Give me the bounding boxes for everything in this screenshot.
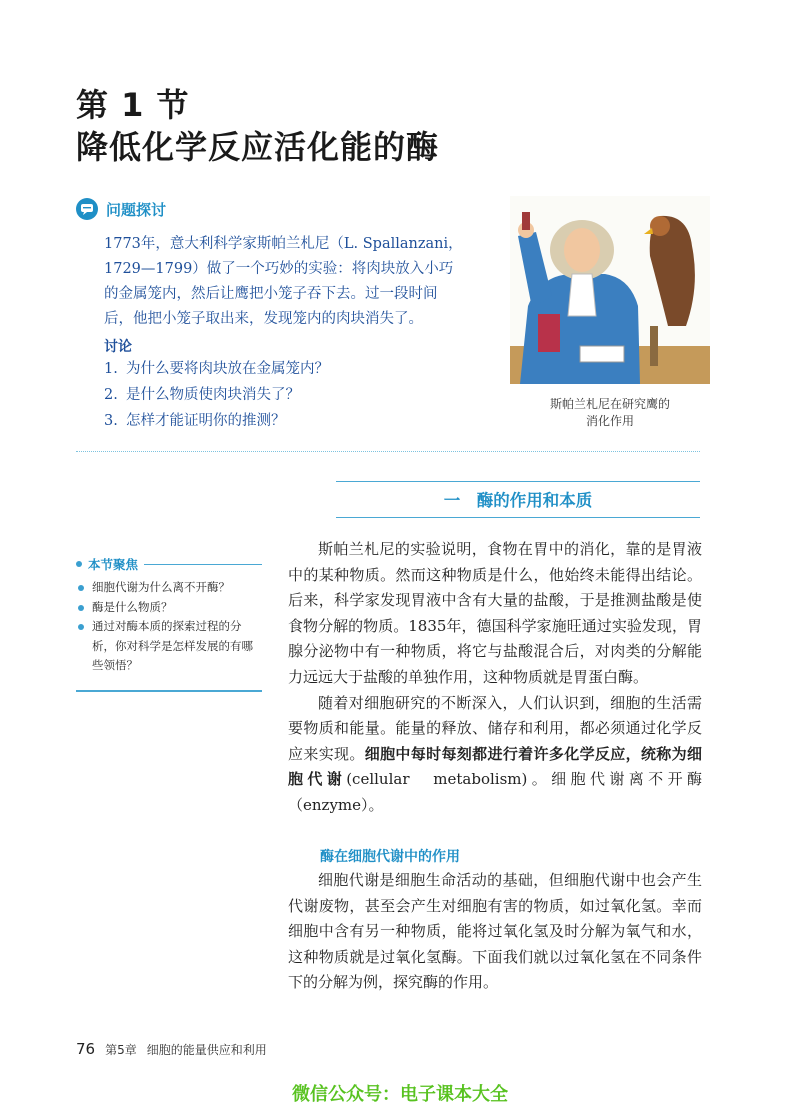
list-item: 3. 怎样才能证明你的推测？ xyxy=(104,413,286,429)
chapter-label: 第5章 xyxy=(105,1043,137,1057)
bullet-icon xyxy=(76,561,82,567)
discussion-list xyxy=(104,356,329,434)
page-footer xyxy=(76,1040,267,1058)
question-box-header xyxy=(76,196,166,222)
question-text: 1773年，意大利科学家斯帕兰札尼（L. Spallanzani，1729—1799）做了一个巧妙的实验：将肉块放入小巧的金属笼内，然后让鹰把小笼子吞下去。过一段时间后，他把小笼子取出来，发现笼内的肉块消失了。 xyxy=(104,236,463,327)
section-title: 一 酶的作用和本质 xyxy=(443,491,593,510)
illustration-caption: 斯帕兰札尼在研究鹰的 消化作用 xyxy=(549,397,670,428)
section-rule-bottom xyxy=(336,517,700,518)
chapter-title: 细胞的能量供应和利用 xyxy=(146,1043,267,1057)
list-item: 1. 为什么要将肉块放在金属笼内？ xyxy=(104,361,329,377)
discussion-label: 讨论 xyxy=(104,339,132,355)
question-box-body xyxy=(104,232,464,332)
list-item: 细胞代谢为什么离不开酶？ xyxy=(76,578,262,598)
paragraph: 随着对细胞研究的不断深入，人们认识到，细胞的生活需要物质和能量。能量的释放、储存和利用，都必须通过化学反应来实现。细胞中每时每刻都进行着许多化学反应，统称为细胞代谢(cellular metabolism)。细胞代谢离不开酶（enzyme）。 xyxy=(288,693,702,814)
list-item: 酶是什么物质？ xyxy=(76,598,262,618)
list-item: 通过对酶本质的探索过程的分析，你对科学是怎样发展的有哪些领悟？ xyxy=(76,617,262,676)
watermark: 微信公众号：电子课本大全 xyxy=(292,1084,508,1105)
paragraph: 斯帕兰札尼的实验说明，食物在胃中的消化，靠的是胃液中的某种物质。然而这种物质是什么，他始终未能得出结论。后来，科学家发现胃液中含有大量的盐酸，于是推测盐酸是使食物分解的物质。1835年，德国科学家施旺通过实验发现，胃腺分泌物中有一种物质，将它与盐酸混合后，对肉类的分解能力远远大于盐酸的单独作用，这种物质就是胃蛋白酶。 xyxy=(288,540,702,686)
divider xyxy=(144,564,262,565)
key-concept: 细胞中每时每刻都进行着许多化学反应，统称为细胞代谢 xyxy=(288,744,702,789)
speech-bubble-icon xyxy=(76,198,98,220)
spallanzani-illustration xyxy=(510,196,710,384)
subsection-heading: 酶在细胞代谢中的作用 xyxy=(320,849,460,865)
page-number: 76 xyxy=(76,1040,96,1058)
main-body xyxy=(288,537,702,819)
sidebar-header xyxy=(76,555,262,573)
page-title: 降低化学反应活化能的酶 xyxy=(76,128,440,166)
sidebar-focus-list xyxy=(76,578,262,676)
main-body-2 xyxy=(288,868,702,996)
sidebar-label: 本节聚焦 xyxy=(88,557,139,572)
paragraph: 细胞代谢是细胞生命活动的基础，但细胞代谢中也会产生代谢废物，甚至会产生对细胞有害的物质，如过氧化氢。幸而细胞中含有另一种物质，能将过氧化氢及时分解为氧气和水，这种物质就是过氧化氢酶。下面我们就以过氧化氢在不同条件下的分解为例，探究酶的作用。 xyxy=(288,871,702,992)
divider xyxy=(76,690,262,692)
divider xyxy=(76,451,700,452)
list-item: 2. 是什么物质使肉块消失了？ xyxy=(104,387,300,403)
section-rule-top xyxy=(336,481,700,482)
question-box-label: 问题探讨 xyxy=(106,200,167,219)
section-number-title: 第 1 节 xyxy=(76,86,190,124)
